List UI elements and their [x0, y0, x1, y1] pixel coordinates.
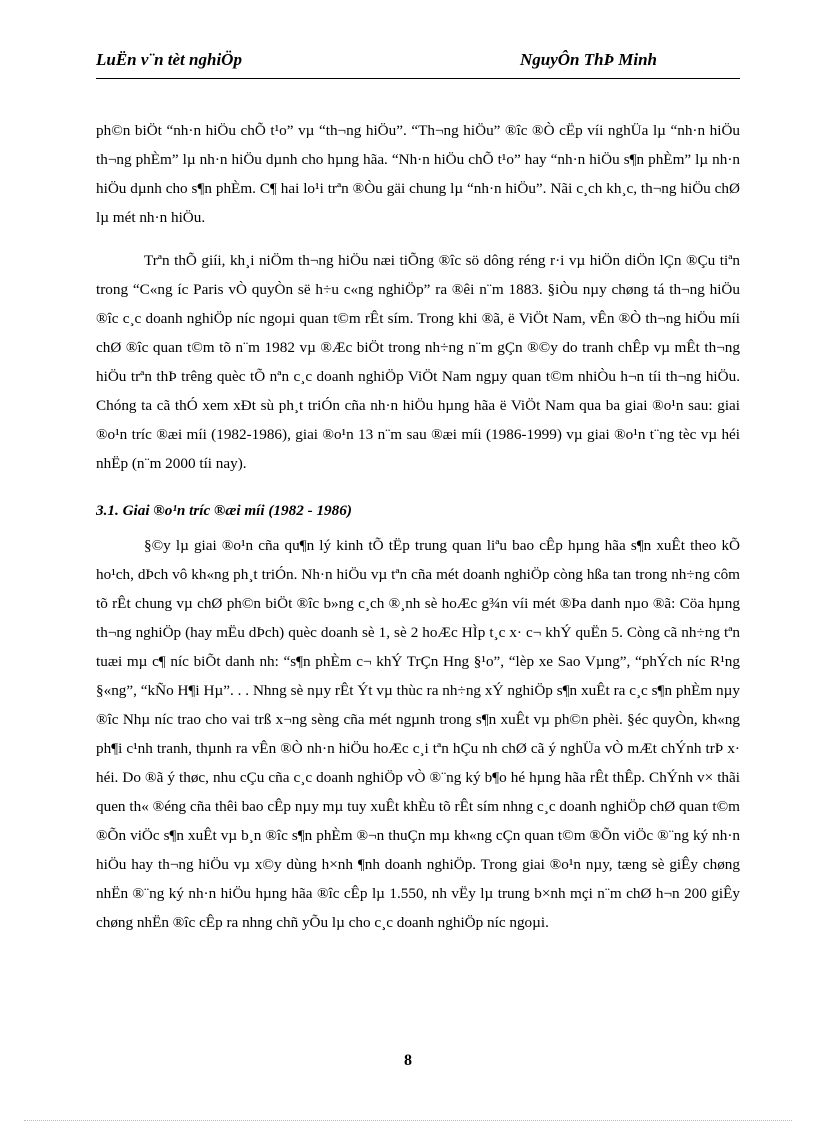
page-bottom-divider	[24, 1120, 792, 1121]
page-number: 8	[404, 1052, 412, 1069]
header-author-name: NguyÔn ThÞ Minh	[520, 50, 657, 69]
paragraph-section-body: §©y lµ giai ®o¹n cña qu¶n lý kinh tÕ tËp trung quan liªu bao cÊp hµng hãa s¶n xuÊt theo kÕ ho¹ch, dÞch vô kh«ng ph¸t triÓn. Nh·n hiÖu vµ tªn cña mét doanh nghiÖp còng hßa tan trong nh÷ng côm tõ rÊt chung vµ chØ ph©n biÖt ®îc b»ng c¸ch ®¸nh sè hoÆc g¾n víi mét ®Þa danh nµo ®ã: Cöa hµng th¬ng nghiÖp (hay mËu dÞch) quèc doanh sè 1, sè 2 hoÆc HÌp t¸c x· c¬ khÝ quËn 5. Còng cã nh÷ng tªn tuæi mµ c¶ níc biÕt danh nh: “s¶n phÈm c¬ khÝ TrÇn Hng §¹o”, “lèp xe Sao Vµng”, “phÝch níc R¹ng §«ng”, “kÑo H¶i Hµ”. . . Nhng sè nµy rÊt Ýt vµ thùc ra nh÷ng xÝ nghiÖp s¶n xuÊt ra c¸c s¶n phÈm nµy ®îc Nhµ níc trao cho vai trß x¬ng sèng cña mét ngµnh trong s¶n xuÊt vµ ph©n phèi. §éc quyÒn, kh«ng ph¶i c¹nh tranh, thµnh ra vÊn ®Ò nh·n hiÖu hoÆc c¸i tªn hÇu nh chØ cã ý nghÜa vÒ mÆt chÝnh trÞ x· héi. Do ®ã ý thøc, nhu cÇu cña c¸c doanh nghiÖp vÒ ®¨ng ký b¶o hé hµng hãa rÊt thÊp. ChÝnh v× thãi quen th« ®éng cña thêi bao cÊp nµy mµ tuy xuÊt khÈu tõ rÊt sím nhng c¸c doanh nghiÖp chØ quan t©m ®Õn viÖc s¶n xuÊt vµ b¸n ®îc s¶n phÈm ®¬n thuÇn mµ kh«ng cÇn quan t©m ®Õn viÖc ®¨ng ký nh·n hiÖu hay th¬ng hiÖu vµ x©y dùng h×nh ¶nh doanh nghiÖp. Trong giai ®o¹n nµy, tæng sè giÊy chøng nhËn ®¨ng ký nh·n hiÖu hµng hãa ®îc cÊp lµ 1.550, nh vËy lµ trung b×nh mçi n¨m chØ h¬n 200 giÊy chøng nhËn ®îc cÊp ra nhng chñ yÕu lµ cho c¸c doanh nghiÖp níc ngoµi.	[96, 537, 740, 931]
document-body	[96, 116, 740, 937]
paragraph-intro: ph©n biÖt “nh·n hiÖu chÕ t¹o” vµ “th¬ng hiÖu”. “Th¬ng hiÖu” ®îc ®Ò cËp víi nghÜa lµ “nh·n hiÖu th¬ng phÈm” lµ nh·n hiÖu dµnh cho hµng hãa. “Nh·n hiÖu chÕ t¹o” hay “nh·n hiÖu s¶n phÈm” lµ nh·n hiÖu dµnh cho s¶n phÈm. C¶ hai lo¹i trªn ®Òu gäi chung lµ “nh·n hiÖu”. Nãi c¸ch kh¸c, th¬ng hiÖu chØ lµ mét nh·n hiÖu.	[96, 122, 740, 226]
section-heading: 3.1. Giai ®o¹n tríc ®æi míi (1982 - 1986)	[96, 502, 352, 519]
header-thesis-title: LuËn v¨n tèt nghiÖp	[96, 50, 242, 69]
running-header	[96, 48, 740, 79]
paragraph-world-history: Trªn thÕ giíi, kh¸i niÖm th¬ng hiÖu næi tiÕng ®îc sö dông réng r·i vµ hiÖn diÖn lÇn ®Çu tiªn trong “C«ng íc Paris vÒ quyÒn së h÷u c«ng nghiÖp” ra ®êi n¨m 1883. §iÒu nµy chøng tá th¬ng hiÖu ®îc c¸c doanh nghiÖp níc ngoµi quan t©m rÊt sím. Trong khi ®ã, ë ViÖt Nam, vÊn ®Ò th¬ng hiÖu míi chØ ®îc quan t©m tõ n¨m 1982 vµ ®Æc biÖt trong nh÷ng n¨m gÇn ®©y do tranh chÊp vµ mÊt th¬ng hiÖu trªn thÞ trêng quèc tÕ nªn c¸c doanh nghiÖp ViÖt Nam ngµy quan t©m nhiÒu h¬n tíi th¬ng hiÖu. Chóng ta cã thÓ xem xÐt sù ph¸t triÓn cña nh·n hiÖu hµng hãa ë ViÖt Nam qua ba giai ®o¹n sau: giai ®o¹n tríc ®æi míi (1982-1986), giai ®o¹n 13 n¨m sau ®æi míi (1986-1999) vµ giai ®o¹n t¨ng tèc vµ héi nhËp (n¨m 2000 tíi nay).	[96, 252, 740, 472]
